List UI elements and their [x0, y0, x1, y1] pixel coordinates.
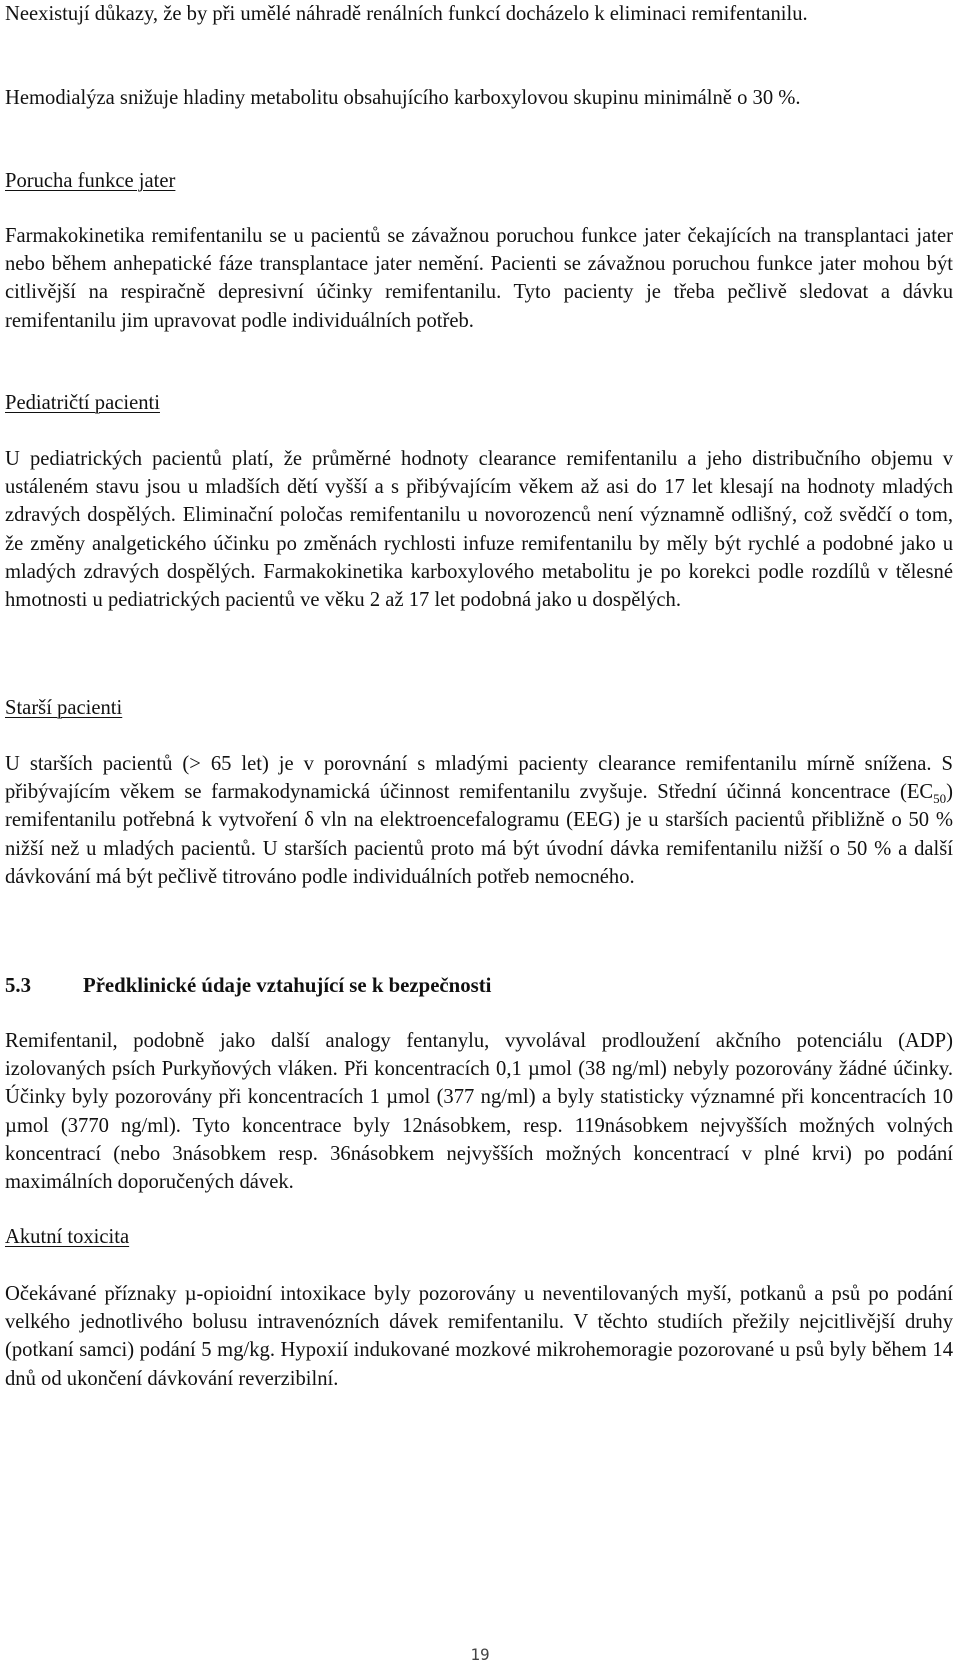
section-number: 5.3: [5, 974, 31, 997]
paragraph-elderly-patients: [5, 750, 953, 891]
heading-acute-toxicity: Akutní toxicita: [5, 1226, 130, 1248]
paragraph-renal-replacement: Neexistují důkazy, že by při umělé náhradě renálních funkcí docházelo k eliminaci remifentanilu.: [5, 3, 808, 25]
section-title: Předklinické údaje vztahující se k bezpečnosti: [83, 974, 492, 997]
elderly-text-part-2: ) remifentanilu potřebná k vytvoření δ vln na elektroencefalogramu (EEG) je u starších pacientů přibližně o 50 % nižší než u mladých pacientů. U starších pacientů proto má být úvodní dávka remifentanilu nižší o 50 % a další dávkování má být pečlivě titrováno podle individuálních potřeb nemocného.: [5, 781, 953, 888]
heading-elderly-patients: Starší pacienti: [5, 697, 123, 719]
ec50-subscript: 50: [933, 791, 947, 807]
paragraph-hemodialysis: Hemodialýza snižuje hladiny metabolitu obsahujícího karboxylovou skupinu minimálně o 30 %.: [5, 87, 801, 109]
heading-pediatric-patients: Pediatričtí pacienti: [5, 392, 160, 414]
paragraph-pediatric-patients: U pediatrických pacientů platí, že průměrné hodnoty clearance remifentanilu a jeho distribučního objemu v ustáleném stavu jsou u mladších dětí vyšší a s přibývajícím věkem až asi do 17 let klesají na hodnoty mladých zdravých dospělých. Eliminační poločas remifentanilu u novorozenců není významně odlišný, což svědčí o tom, že změny analgetického účinku po změnách rychlosti infuze remifentanilu by měly být rychlé a podobné jako u mladých zdravých dospělých. Farmakokinetika karboxylového metabolitu je po korekci podle rozdílů v tělesné hmotnosti u pediatrických pacientů ve věku 2 až 17 let podobná jako u dospělých.: [5, 448, 953, 612]
paragraph-acute-toxicity: Očekávané příznaky µ-opioidní intoxikace byly pozorovány u neventilovaných myší, potkanů a psů po podání velkého jednotlivého bolusu intravenózních dávek remifentanilu. V těchto studiích přežily nejcitlivější druhy (potkaní samci) podání 5 mg/kg. Hypoxií indukované mozkové mikrohemoragie pozorované u psů byly během 14 dnů od ukončení dávkování reverzibilní.: [5, 1283, 953, 1390]
heading-liver-impairment: Porucha funkce jater: [5, 170, 176, 192]
paragraph-liver-impairment: Farmakokinetika remifentanilu se u pacientů se závažnou poruchou funkce jater čekajících na transplantaci jater nebo během anhepatické fáze transplantace jater nemění. Pacienti se závažnou poruchou funkce jater mohou být citlivější na respiračně depresivní účinky remifentanilu. Tyto pacienty je třeba pečlivě sledovat a dávku remifentanilu jim upravovat podle individuálních potřeb.: [5, 225, 953, 332]
section-heading-5-3: [5, 972, 491, 1000]
paragraph-preclinical-adp: Remifentanil, podobně jako další analogy fentanylu, vyvolával prodloužení akčního potenciálu (ADP) izolovaných psích Purkyňových vláken. Při koncentracích 0,1 µmol (38 ng/ml) nebyly pozorovány žádné účinky. Účinky byly pozorovány při koncentracích 1 µmol (377 ng/ml) a byly statisticky významné při koncentracích 10 µmol (3770 ng/ml). Tyto koncentrace byly 12násobkem, resp. 119násobkem nejvyšších možných volných koncentrací (nebo 3násobkem resp. 36násobkem nejvyšších možných koncentrací v plné krvi) po podání maximálních doporučených dávek.: [5, 1030, 953, 1194]
page-number: 19: [470, 1645, 490, 1664]
elderly-text-part-1: U starších pacientů (> 65 let) je v porovnání s mladými pacienty clearance remifentanilu mírně snížena. S přibývajícím věkem se farmakodynamická účinnost remifentanilu zvyšuje. Střední účinná koncentrace (EC: [5, 753, 953, 804]
